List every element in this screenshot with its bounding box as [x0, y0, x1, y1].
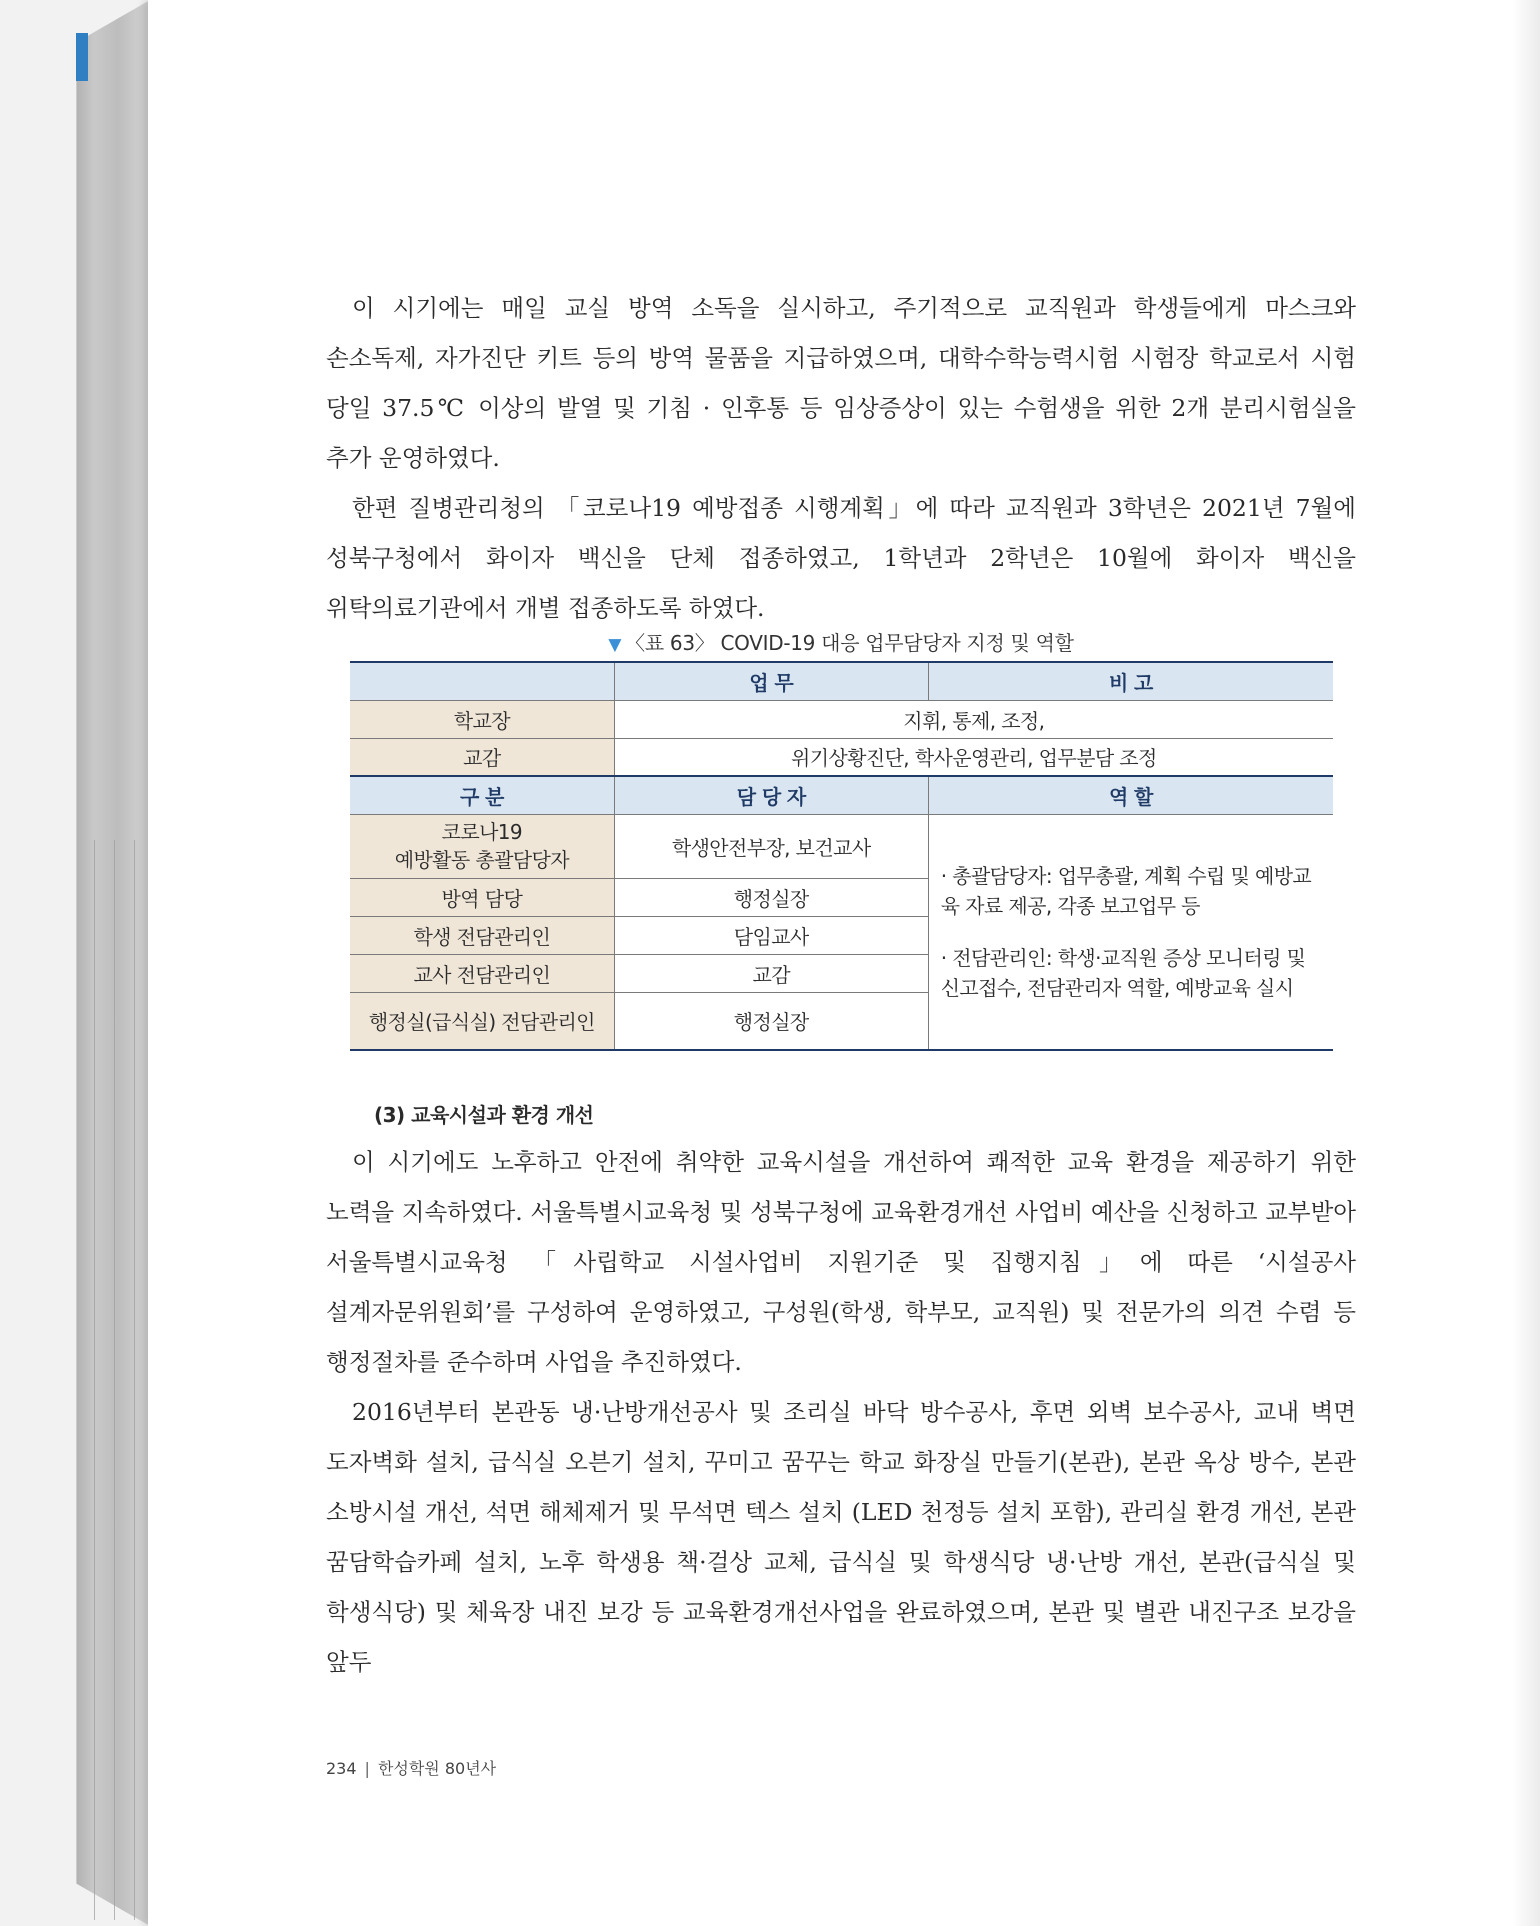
category-cell: 학생 전담관리인	[350, 916, 614, 954]
role-text: · 총괄담당자: 업무총괄, 계획 수립 및 예방교육 자료 제공, 각종 보고업무 등	[940, 863, 1312, 918]
category-cell: 행정실(급식실) 전담관리인	[350, 992, 614, 1050]
category-cell: 방역 담당	[350, 878, 614, 916]
page-shadow	[1512, 0, 1540, 1926]
table-row	[350, 814, 1333, 878]
bookmark-ribbon	[76, 33, 88, 81]
role-text: · 전담관리인: 학생·교직원 증상 모니터링 및 신고접수, 전담관리자 역할, 예방교육 실시	[940, 945, 1306, 1000]
header-cell	[350, 662, 614, 700]
table-header-row	[350, 662, 1333, 700]
facility-paragraphs	[326, 1137, 1356, 1687]
footer-separator: |	[364, 1759, 370, 1778]
intro-paragraphs	[326, 283, 1356, 633]
header-cell: 비 고	[928, 662, 1333, 700]
table-row	[350, 738, 1333, 776]
person-cell: 학생안전부장, 보건교사	[614, 814, 928, 878]
person-cell: 교감	[614, 954, 928, 992]
person-cell: 담임교사	[614, 916, 928, 954]
paragraph: 한편 질병관리청의 「코로나19 예방접종 시행계획」에 따라 교직원과 3학년은 2021년 7월에 성북구청에서 화이자 백신을 단체 접종하였고, 1학년과 2학년은 10월에 화이자 백신을 위탁의료기관에서 개별 접종하도록 하였다.	[326, 494, 1356, 622]
triangle-marker-icon: ▼	[608, 635, 622, 655]
table-row	[350, 700, 1333, 738]
page-footer	[326, 1756, 496, 1779]
table-caption	[326, 627, 1356, 656]
header-cell: 담 당 자	[614, 776, 928, 814]
duty-cell: 지휘, 통제, 조정,	[614, 700, 1333, 738]
category-cell	[350, 814, 614, 878]
covid-roles-table	[350, 661, 1333, 1051]
role-cell	[928, 814, 1333, 1050]
header-cell: 업 무	[614, 662, 928, 700]
person-cell: 행정실장	[614, 878, 928, 916]
page-number: 234	[326, 1759, 357, 1778]
table-header-row	[350, 776, 1333, 814]
duty-cell: 위기상황진단, 학사운영관리, 업무분담 조정	[614, 738, 1333, 776]
category-line: 코로나19	[441, 820, 523, 844]
header-cell: 구 분	[350, 776, 614, 814]
paragraph: 2016년부터 본관동 냉·난방개선공사 및 조리실 바닥 방수공사, 후면 외벽 보수공사, 교내 벽면 도자벽화 설치, 급식실 오븐기 설치, 꾸미고 꿈꾸는 학교 화장실 만들기(본관), 본관 옥상 방수, 본관 소방시설 개선, 석면 해체제거 및 무석면 텍스 설치 (LED 천정등 설치 포함), 관리실 환경 개선, 본관 꿈담학습카페 설치, 노후 학생용 책·걸상 교체, 급식실 및 학생식당 냉·난방 개선, 본관(급식실 및 학생식당) 및 체육장 내진 보강 등 교육환경개선사업을 완료하였으며, 본관 및 별관 내진구조 보강을 앞두	[326, 1398, 1356, 1676]
book-edge-lines	[82, 840, 142, 1920]
header-cell: 역 할	[928, 776, 1333, 814]
category-line: 예방활동 총괄담당자	[394, 848, 569, 872]
book-title: 한성학원 80년사	[377, 1759, 497, 1778]
paragraph: 이 시기에는 매일 교실 방역 소독을 실시하고, 주기적으로 교직원과 학생들에게 마스크와 손소독제, 자가진단 키트 등의 방역 물품을 지급하였으며, 대학수학능력시험 시험장 학교로서 시험 당일 37.5℃ 이상의 발열 및 기침 · 인후통 등 임상증상이 있는 수험생을 위한 2개 분리시험실을 추가 운영하였다.	[326, 294, 1356, 472]
category-cell: 학교장	[350, 700, 614, 738]
category-cell: 교사 전담관리인	[350, 954, 614, 992]
person-cell: 행정실장	[614, 992, 928, 1050]
table-caption-text: 〈표 63〉 COVID-19 대응 업무담당자 지정 및 역할	[625, 631, 1074, 655]
category-cell: 교감	[350, 738, 614, 776]
section-heading: (3) 교육시설과 환경 개선	[374, 1103, 594, 1127]
paragraph: 이 시기에도 노후하고 안전에 취약한 교육시설을 개선하여 쾌적한 교육 환경을 제공하기 위한 노력을 지속하였다. 서울특별시교육청 및 성북구청에 교육환경개선 사업비 예산을 신청하고 교부받아 서울특별시교육청 「사립학교 시설사업비 지원기준 및 집행지침」에 따른 ‘시설공사 설계자문위원회’를 구성하여 운영하였고, 구성원(학생, 학부모, 교직원) 및 전문가의 의견 수렴 등 행정절차를 준수하며 사업을 추진하였다.	[326, 1148, 1356, 1376]
